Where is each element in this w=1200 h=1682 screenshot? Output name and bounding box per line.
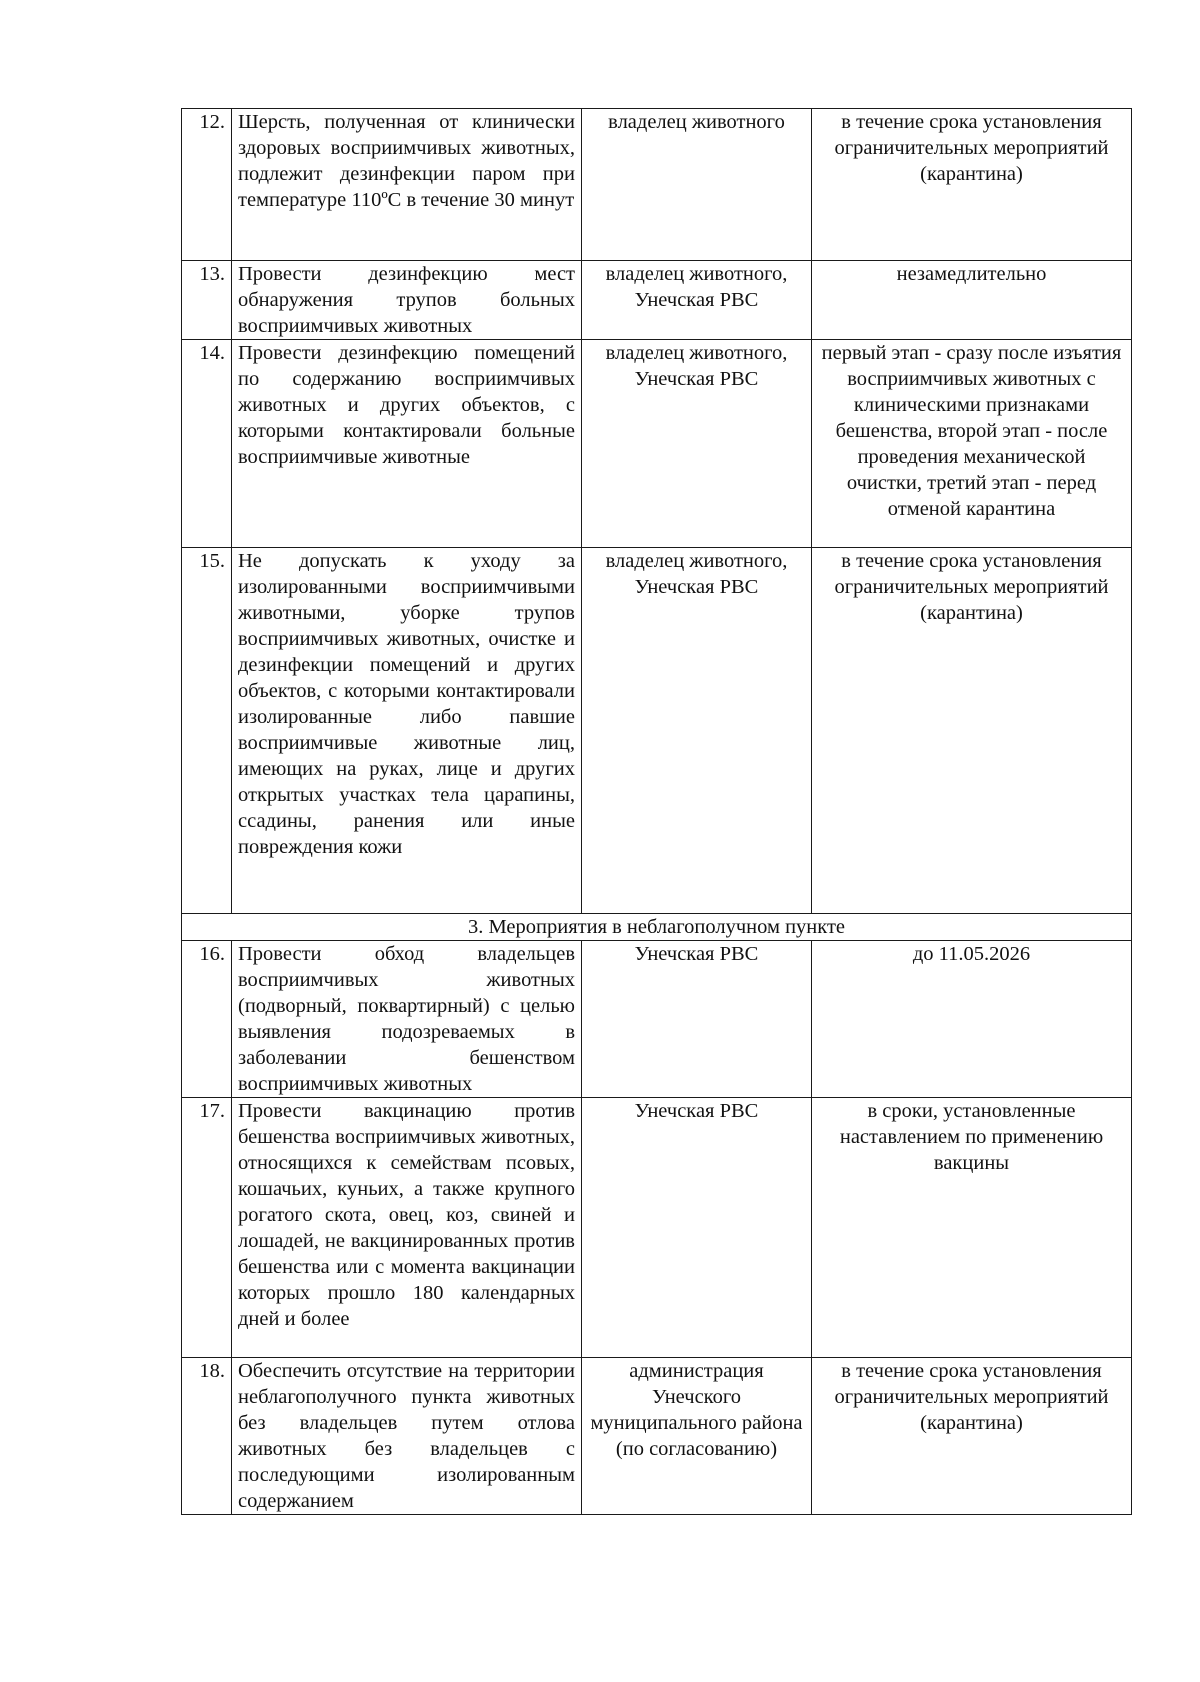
row-number: 18. — [182, 1358, 232, 1515]
measure-text: Провести вакцинацию против бешенства восприимчивых животных, относящихся к семействам псовых, кошачьих, куньих, а также крупного рогатого скота, овец, коз, свиней и лошадей, не вакцинированных против бешенства или с момента вакцинации которых прошло 180 календарных дней и более — [232, 1098, 582, 1358]
responsible-party: владелец животного, Унечская РВС — [582, 548, 812, 914]
measure-text: Провести обход владельцев восприимчивых животных (подворный, поквартирный) с целью выявления подозреваемых в заболевании бешенством восприимчивых животных — [232, 941, 582, 1098]
table-row — [182, 941, 1132, 1098]
table-row — [182, 261, 1132, 340]
measure-text: Не допускать к уходу за изолированными восприимчивыми животными, уборке трупов восприимчивых животных, очистке и дезинфекции помещений и других объектов, с которыми контактировали изолированные либо павшие восприимчивые животные лиц, имеющих на руках, лице и других открытых участках тела царапины, ссадины, ранения или иные повреждения кожи — [232, 548, 582, 914]
table-row — [182, 548, 1132, 914]
responsible-party: Унечская РВС — [582, 1098, 812, 1358]
responsible-party: владелец животного, Унечская РВС — [582, 261, 812, 340]
responsible-party: владелец животного, Унечская РВС — [582, 340, 812, 548]
deadline-text: до 11.05.2026 — [812, 941, 1132, 1098]
responsible-party: Унечская РВС — [582, 941, 812, 1098]
measure-text: Провести дезинфекцию помещений по содержанию восприимчивых животных и других объектов, с которыми контактировали больные восприимчивые животные — [232, 340, 582, 548]
section-heading-row — [182, 914, 1132, 941]
measure-text: Провести дезинфекцию мест обнаружения трупов больных восприимчивых животных — [232, 261, 582, 340]
table-row — [182, 109, 1132, 261]
row-number: 15. — [182, 548, 232, 914]
section-title: 3. Мероприятия в неблагополучном пункте — [467, 916, 846, 938]
row-number: 16. — [182, 941, 232, 1098]
row-number: 12. — [182, 109, 232, 261]
deadline-text: в течение срока установления ограничительных мероприятий (карантина) — [812, 548, 1132, 914]
table-row — [182, 1358, 1132, 1515]
table-row — [182, 1098, 1132, 1358]
deadline-text: в течение срока установления ограничительных мероприятий (карантина) — [812, 1358, 1132, 1515]
measure-text: Шерсть, полученная от клинически здоровых восприимчивых животных, подлежит дезинфекции паром при температуре 110ºС в течение 30 минут — [232, 109, 582, 261]
responsible-party: администрация Унечского муниципального района (по согласованию) — [582, 1358, 812, 1515]
deadline-text: незамедлительно — [812, 261, 1132, 340]
section-heading-cell — [182, 914, 1132, 941]
table-row — [182, 340, 1132, 548]
row-number: 14. — [182, 340, 232, 548]
deadline-text: в течение срока установления ограничительных мероприятий (карантина) — [812, 109, 1132, 261]
row-number: 17. — [182, 1098, 232, 1358]
measures-table — [181, 108, 1132, 1515]
deadline-text: первый этап - сразу после изъятия восприимчивых животных с клиническими признаками бешенства, второй этап - после проведения механической очистки, третий этап - перед отменой карантина — [812, 340, 1132, 548]
measure-text: Обеспечить отсутствие на территории неблагополучного пункта животных без владельцев путем отлова животных без владельцев с последующими изолированным содержанием — [232, 1358, 582, 1515]
deadline-text: в сроки, установленные наставлением по применению вакцины — [812, 1098, 1132, 1358]
row-number: 13. — [182, 261, 232, 340]
responsible-party: владелец животного — [582, 109, 812, 261]
